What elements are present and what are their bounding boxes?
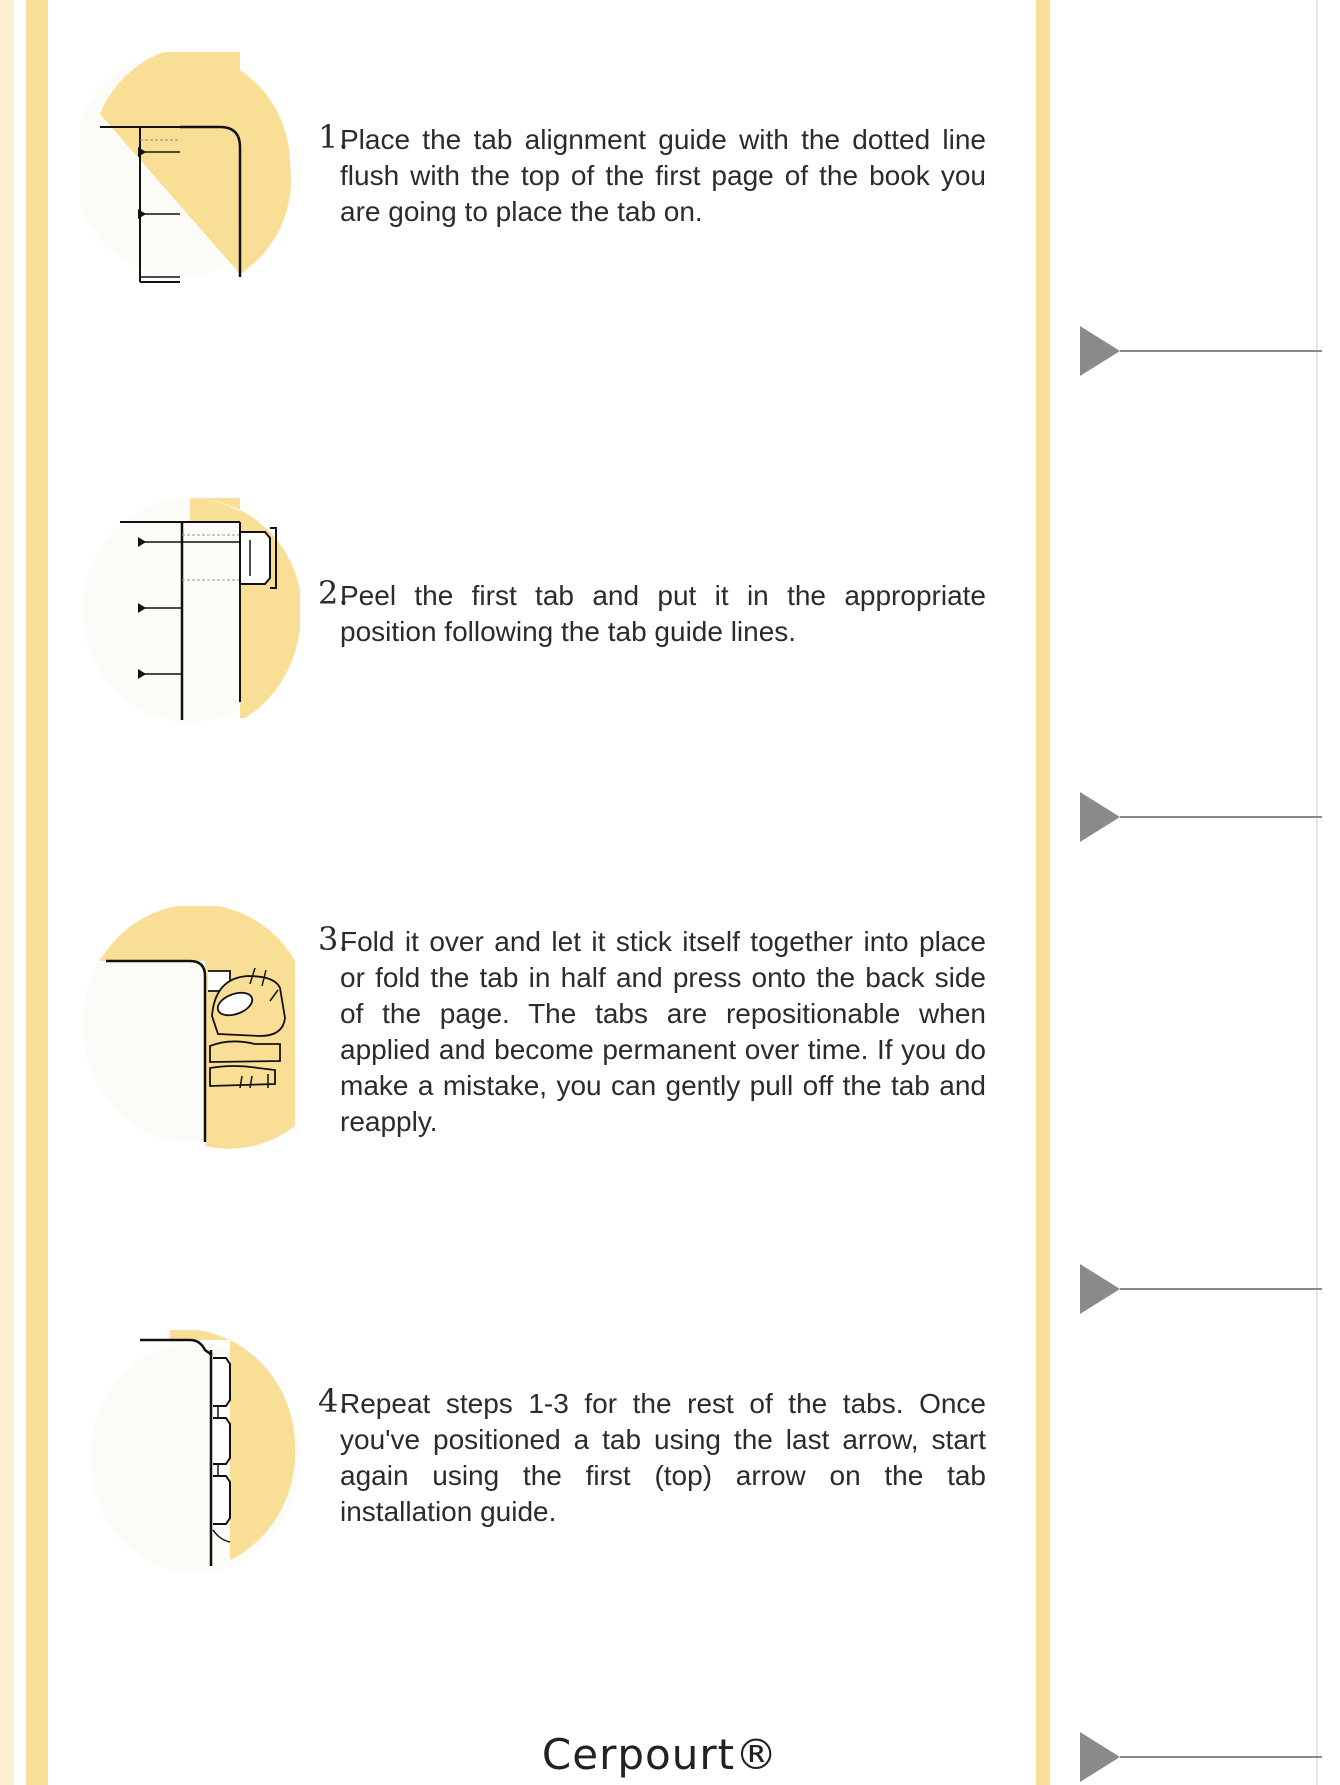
left-yellow-stripe bbox=[26, 0, 48, 1785]
step-3 bbox=[318, 920, 986, 1140]
repeated-tabs-icon bbox=[80, 1330, 300, 1590]
guide-arrow-marker bbox=[1078, 1262, 1322, 1316]
left-pale-stripe bbox=[0, 0, 14, 1785]
guide-arrow-marker bbox=[1078, 790, 1322, 844]
guide-arrow-marker bbox=[1078, 324, 1322, 378]
fold-tab-hand-icon bbox=[80, 906, 300, 1166]
guide-edge-stripe bbox=[1036, 0, 1050, 1785]
step-text: Peel the first tab and put it in the appropriate position following the tab guide lines. bbox=[340, 580, 986, 647]
guide-alignment-icon bbox=[80, 52, 300, 312]
fold-tab-illustration bbox=[80, 906, 300, 1166]
guide-arrow-marker bbox=[1078, 1730, 1322, 1784]
right-edge-line bbox=[1316, 0, 1318, 1785]
tab-placement-icon bbox=[80, 480, 300, 740]
step-4 bbox=[318, 1382, 986, 1530]
brand-name: Cerpourt® bbox=[541, 1730, 779, 1779]
step-text: Repeat steps 1-3 for the rest of the tabs. Once you've positioned a tab using the last arrow, start again using the first (top) arrow on the tab installation guide. bbox=[340, 1388, 986, 1527]
tab-placement-illustration bbox=[80, 480, 300, 740]
arrow-marker-icon bbox=[1078, 790, 1322, 844]
arrow-marker-icon bbox=[1078, 1262, 1322, 1316]
step-number: 4. bbox=[318, 1382, 349, 1420]
repeated-tabs-illustration bbox=[80, 1330, 300, 1590]
step-number: 1. bbox=[318, 118, 349, 156]
step-1 bbox=[318, 118, 986, 230]
step-2 bbox=[318, 574, 986, 650]
arrow-marker-icon bbox=[1078, 1730, 1322, 1784]
step-text: Fold it over and let it stick itself together into place or fold the tab in half and press onto the back side of the page. The tabs are repositionable when applied and become permanent over time. If you do make a mistake, you can gently pull off the tab and reapply. bbox=[340, 926, 986, 1137]
step-number: 3. bbox=[318, 920, 349, 958]
step-number: 2. bbox=[318, 574, 349, 612]
arrow-marker-icon bbox=[1078, 324, 1322, 378]
guide-alignment-illustration bbox=[80, 52, 300, 312]
step-text: Place the tab alignment guide with the dotted line flush with the top of the first page of the book you are going to place the tab on. bbox=[340, 124, 986, 227]
